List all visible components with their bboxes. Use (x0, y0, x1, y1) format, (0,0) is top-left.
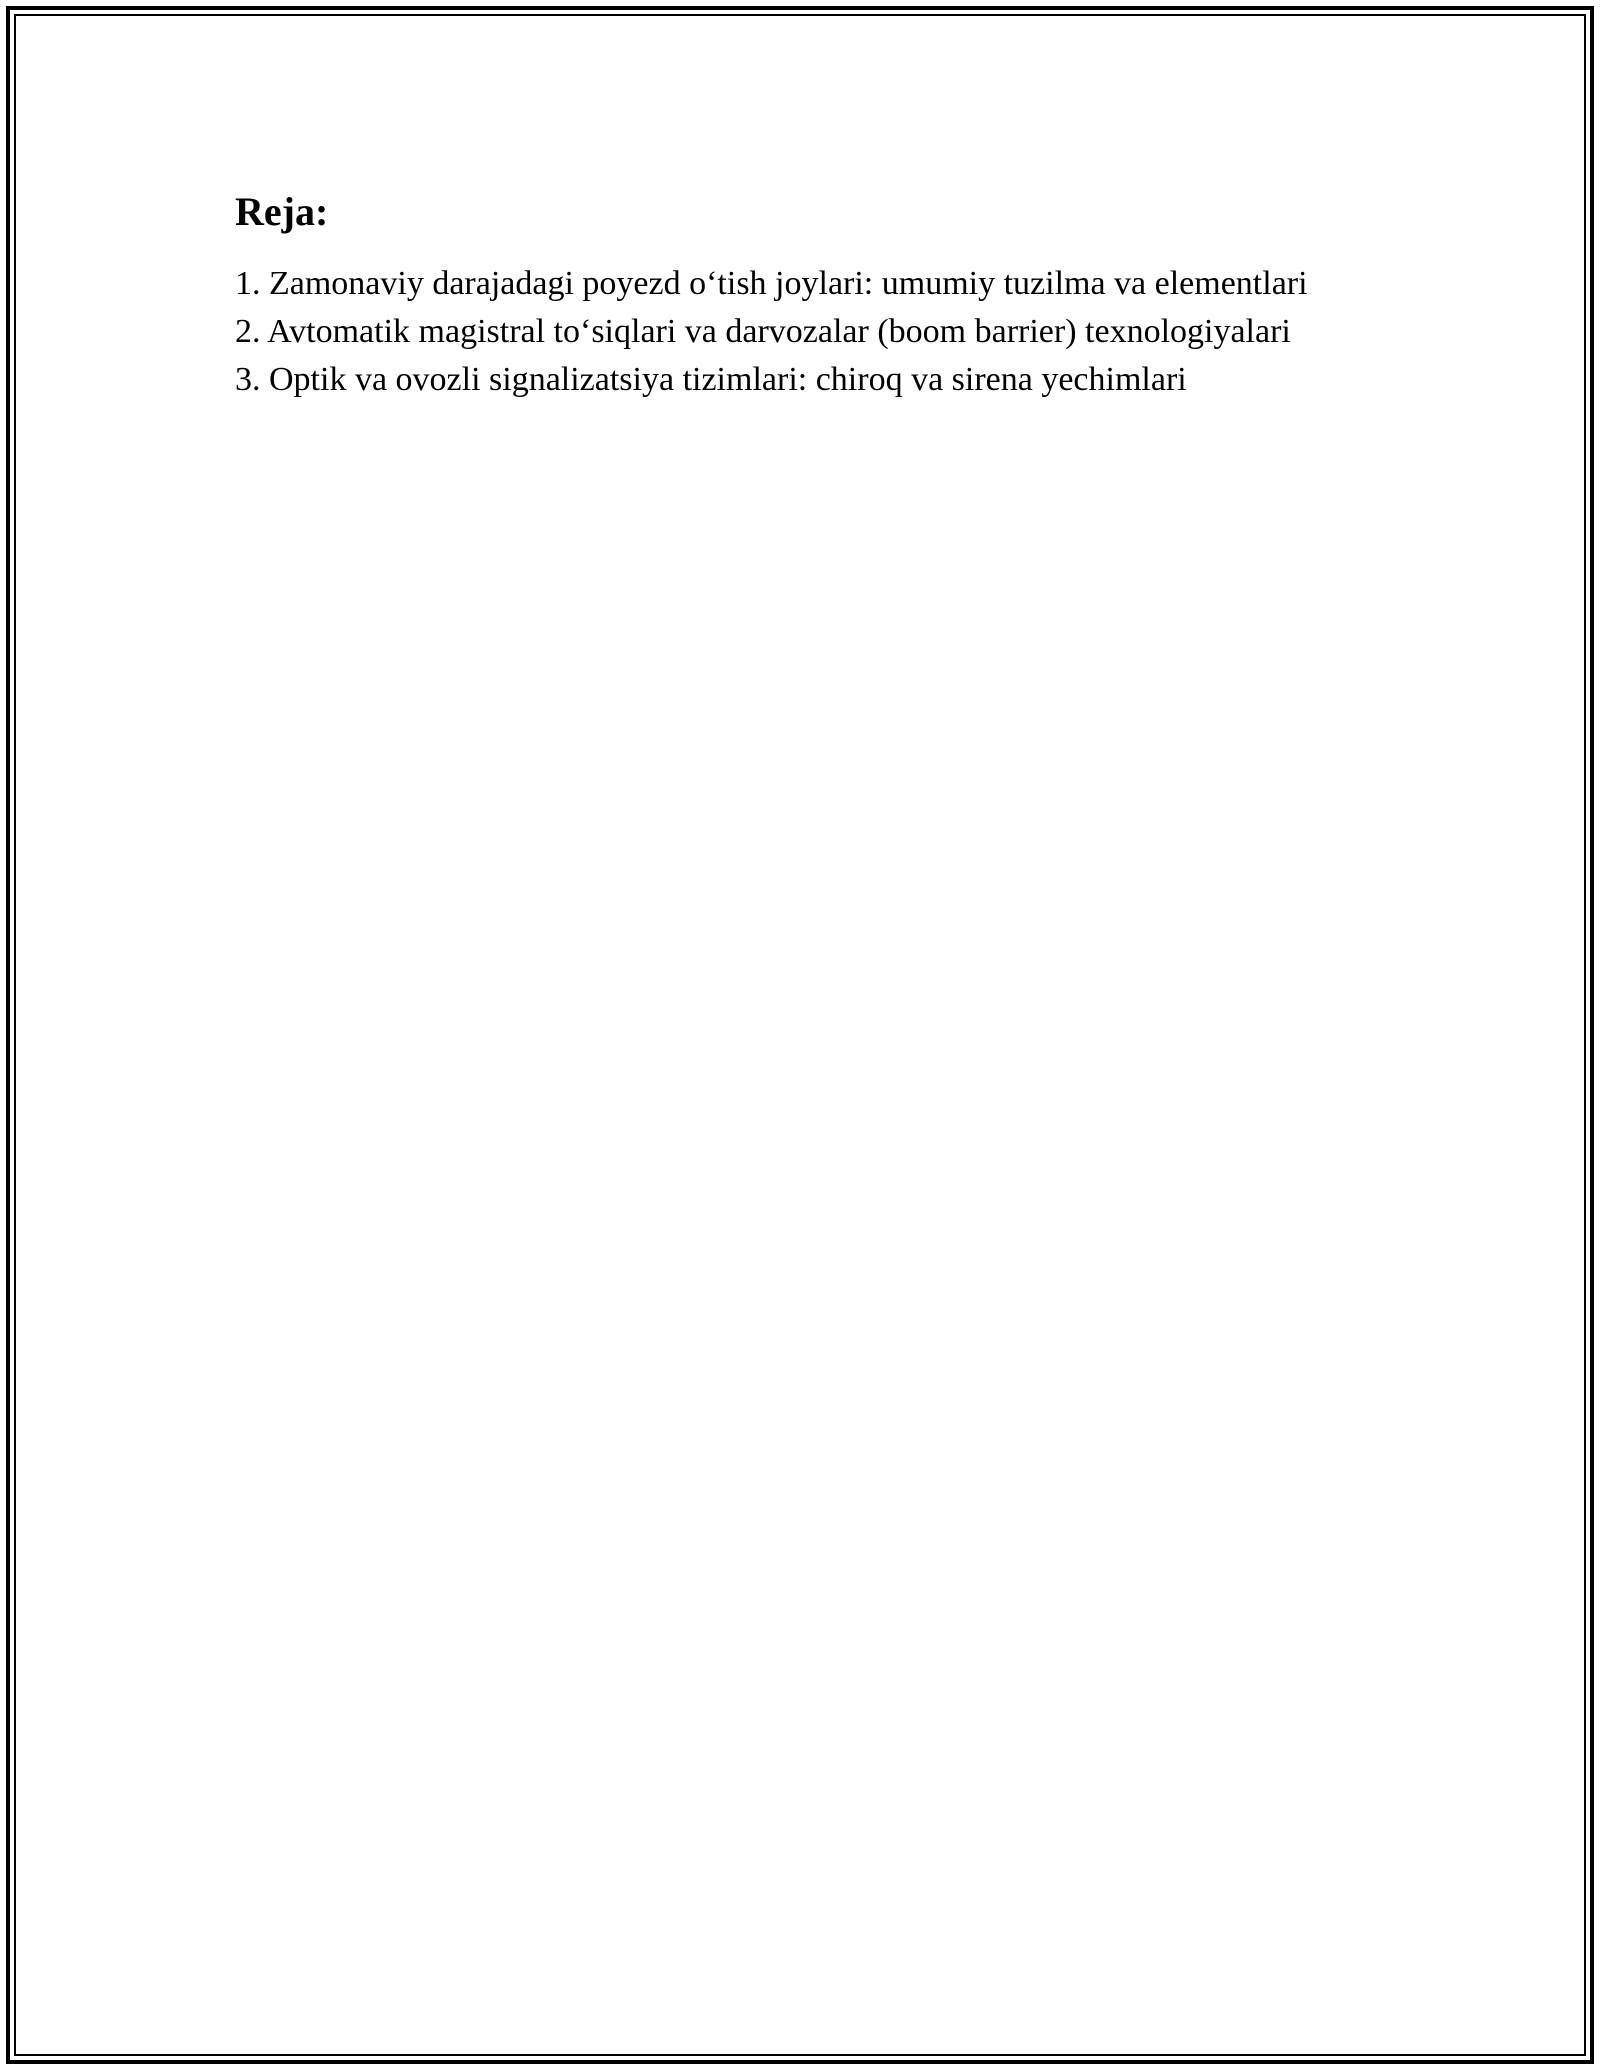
document-body (235, 186, 1355, 404)
plan-list (235, 260, 1355, 404)
plan-item-3: 3. Optik va ovozli signalizatsiya tizimlari: chiroq va sirena yechimlari (235, 361, 1187, 398)
plan-item-2: 2. Avtomatik magistral to‘siqlari va darvozalar (boom barrier) texnologiyalari (235, 313, 1291, 350)
plan-title: Reja: (235, 189, 329, 234)
plan-item-1: 1. Zamonaviy darajadagi poyezd o‘tish joylari: umumiy tuzilma va elementlari (235, 265, 1308, 302)
